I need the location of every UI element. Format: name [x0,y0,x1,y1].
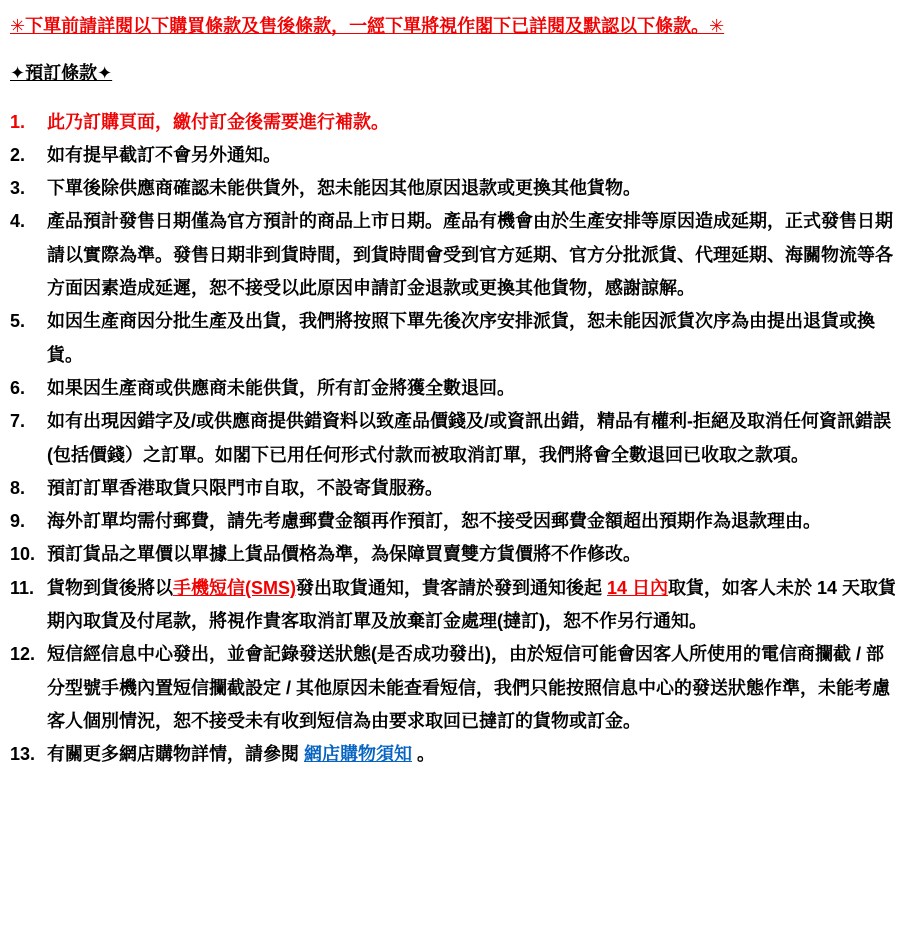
term-number: 11. [10,577,35,598]
term-text [47,638,899,738]
term-text [47,405,899,472]
section-title-text: ✦預訂條款✦ [10,63,113,84]
term-text-segment: 產品預計發售日期僅為官方預計的商品上市日期。產品有機會由於生產安排等原因造成延期，正式發售日期請以實際為準。發售日期非到貨時間，到貨時間會受到官方延期、官方分批派貨、代理延期、海關物流等各方面因素造成延遲，恕不接受以此原因申請訂金退款或更換其他貨物，感謝諒解。 [47,211,893,299]
term-text [47,572,899,639]
term-text [47,205,899,305]
term-text-segment: 如因生產商因分批生產及出貨，我們將按照下單先後次序安排派貨，恕未能因派貨次序為由提出退貨或換貨。 [47,311,875,365]
term-item-5 [10,305,899,372]
term-number: 12. [10,644,36,665]
term-number: 9. [10,511,26,532]
terms-list [10,106,899,772]
term-item-2 [10,139,899,172]
purchase-warning-banner [10,10,899,43]
term-text [47,139,899,172]
term-item-11 [10,572,899,639]
term-number: 1. [10,111,26,132]
term-item-12 [10,638,899,738]
term-text-segment: 發出取貨通知，貴客請於發到通知後起 [296,577,607,598]
term-text-segment: 貨物到貨後將以 [47,577,173,598]
term-text [47,305,899,372]
term-item-6 [10,372,899,405]
term-text-segment: 海外訂單均需付郵費，請先考慮郵費金額再作預訂，恕不接受因郵費金額超出預期作為退款理由。 [47,511,821,532]
term-item-9 [10,505,899,538]
term-text-segment: 此乃訂購頁面，繳付訂金後需要進行補款。 [47,111,389,132]
term-text-segment: 如有出現因錯字及/或供應商提供錯資料以致產品價錢及/或資訊出錯，精品有權利-拒絕及取消任何資訊錯誤(包括價錢）之訂單。如閣下已用任何形式付款而被取消訂單，我們將會全數退回已收取之款項。 [47,411,891,465]
section-title [10,57,899,90]
purchase-warning-text: ✳下單前請詳閱以下購買條款及售後條款，一經下單將視作閣下已詳閱及默認以下條款。✳ [10,16,725,36]
term-item-3 [10,172,899,205]
term-text [47,738,899,771]
term-text [47,472,899,505]
term-text [47,372,899,405]
term-text-segment: 如有提早截訂不會另外通知。 [47,144,281,165]
term-text [47,538,899,571]
term-number: 8. [10,477,26,498]
term-number: 10. [10,544,36,565]
term-text-segment: 取貨，如客人未於 14 天取貨期內取貨及付尾款，將視作貴客取消訂單及放棄訂金處理(撻訂)，恕不作另行通知。 [47,577,897,632]
term-text-segment: 預訂貨品之單價以單據上貨品價格為準，為保障買賣雙方貨價將不作修改。 [47,544,641,565]
term-text [47,106,899,139]
term-text-segment: 。 [412,744,436,765]
term-text [47,172,899,205]
term-text [47,505,899,538]
term-number: 2. [10,144,26,165]
term-number: 7. [10,411,26,432]
term-item-4 [10,205,899,305]
term-number: 3. [10,178,26,199]
term-item-1 [10,106,899,139]
term-item-13 [10,738,899,771]
highlighted-term-text: 14 日內 [607,577,669,598]
term-number: 4. [10,211,26,232]
term-number: 6. [10,377,26,398]
term-text-segment: 短信經信息中心發出，並會記錄發送狀態(是否成功發出)，由於短信可能會因客人所使用的電信商攔截 / 部分型號手機內置短信攔截設定 / 其他原因未能查看短信，我們只能按照信息中心的發送狀態作準，未能考慮客人個別情況，恕不接受未有收到短信為由要求取回已撻訂的貨物或訂金。 [47,644,890,731]
term-number: 5. [10,311,26,332]
term-text-segment: 下單後除供應商確認未能供貨外，恕未能因其他原因退款或更換其他貨物。 [47,178,641,199]
term-text-segment: 如果因生產商或供應商未能供貨，所有訂金將獲全數退回。 [47,377,515,398]
term-text-segment: 預訂訂單香港取貨只限門市自取，不設寄貨服務。 [47,477,443,498]
term-text-segment: 有關更多網店購物詳情，請參閱 [47,744,304,765]
term-number: 13. [10,744,36,765]
highlighted-term-text: 手機短信(SMS) [173,577,296,598]
term-item-7 [10,405,899,472]
term-item-8 [10,472,899,505]
shop-guide-link[interactable]: 網店購物須知 [304,744,412,765]
term-item-10 [10,538,899,571]
